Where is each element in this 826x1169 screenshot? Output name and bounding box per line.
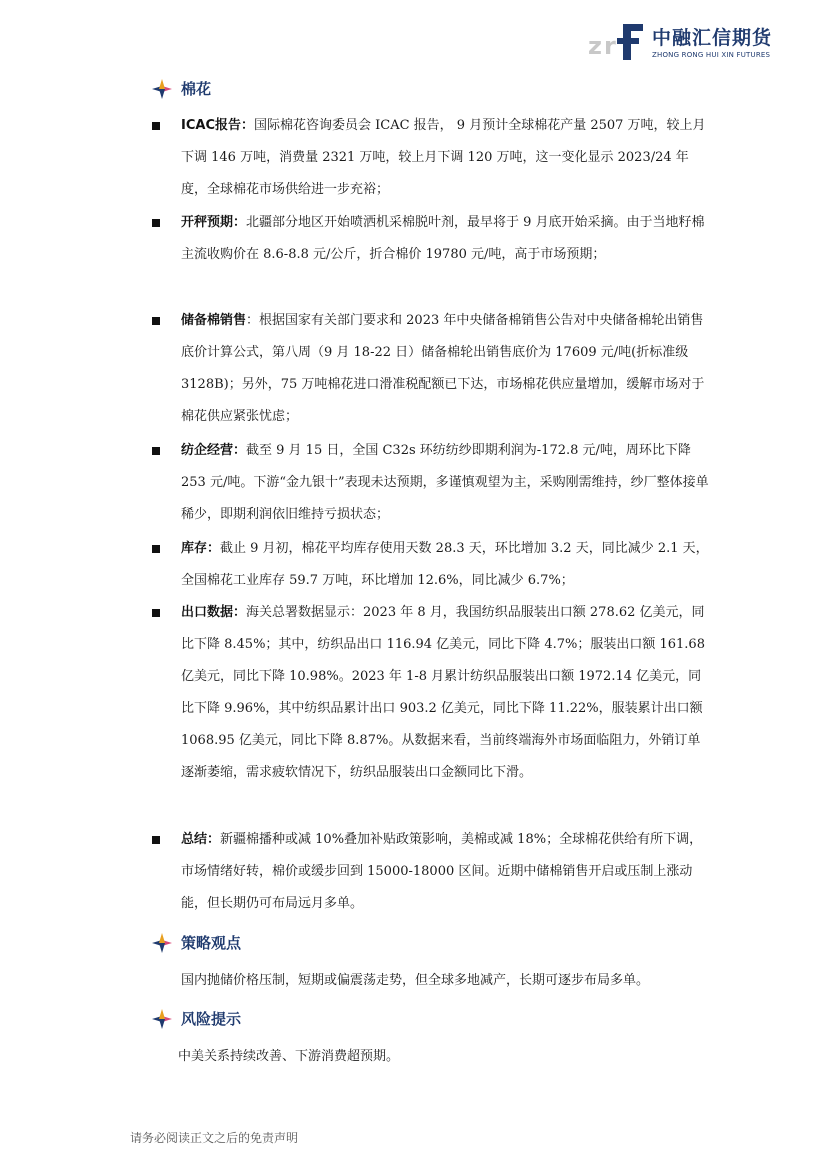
disclaimer-footer: 请务必阅读正文之后的免责声明 xyxy=(130,1131,299,1145)
list-item xyxy=(152,117,710,206)
square-bullet-icon xyxy=(152,122,160,130)
square-bullet-icon xyxy=(152,609,160,617)
item-body: 北疆部分地区开始喷洒机采棉脱叶剂，最早将于 9 月底开始采摘。由于当地籽棉主流收购价在 8.6-8.8 元/公斤，折合棉价 19780 元/吨，高于市场预期； xyxy=(181,215,705,262)
strategy-text: 国内抛储价格压制，短期或偏震荡走势，但全球多地减产，长期可逐步布局多单。 xyxy=(181,973,650,988)
svg-text:z: z xyxy=(588,32,602,60)
item-body: 国际棉花咨询委员会 ICAC 报告， 9 月预计全球棉花产量 2507 万吨，较上月下调 146 万吨，消费量 2321 万吨，较上月下调 120 万吨，这一变化显示 2023/24 年度，全球棉花市场供给进一步充裕； xyxy=(181,118,706,197)
company-logo xyxy=(586,20,786,64)
item-label: 开秤预期： xyxy=(181,215,247,230)
item-label: 储备棉销售 xyxy=(181,313,247,328)
svg-text:r: r xyxy=(604,32,616,60)
item-body: 截止 9 月初，棉花平均库存使用天数 28.3 天，环比增加 3.2 天，同比减少 2.1 天，全国棉花工业库存 59.7 万吨，环比增加 12.6%，同比减少 6.7%； xyxy=(181,541,709,588)
list-item xyxy=(152,214,710,271)
section-bullet-icon xyxy=(152,1009,172,1029)
section-title: 策略观点 xyxy=(181,934,242,952)
item-label: 库存： xyxy=(181,541,221,556)
list-item xyxy=(152,604,710,789)
item-label: 纺企经营： xyxy=(181,443,247,458)
square-bullet-icon xyxy=(152,447,160,455)
section-title: 棉花 xyxy=(181,80,212,98)
item-body: 海关总署数据显示：2023 年 8 月，我国纺织品服装出口额 278.62 亿美元，同比下降 8.45%；其中，纺织品出口 116.94 亿美元，同比下降 4.7%；服装出口额 161.68 亿美元，同比下降 10.98%。2023 年 1-8 月累计纺织品服装出口额 1972.14 亿美元，同比下降 9.96%，其中纺织品累计出口 903.2 亿美元，同比下降 11.22%，服装累计出口额 1068.95 亿美元，同比下降 8.87%。从数据来看，当前终端海外市场面临阻力，外销订单逐渐萎缩，需求疲软情况下，纺织品服装出口金额同比下滑。 xyxy=(181,605,705,780)
square-bullet-icon xyxy=(152,317,160,325)
item-body: 截至 9 月 15 日，全国 C32s 环纺纺纱即期利润为-172.8 元/吨，周环比下降 253 元/吨。下游“金九银十”表现未达预期，多谨慎观望为主，采购刚需维持，纱厂整体接单稀少，即期利润依旧维持亏损状态； xyxy=(181,443,709,522)
logo-english-name: ZHONG RONG HUI XIN FUTURES xyxy=(652,51,771,59)
list-item xyxy=(152,312,710,433)
item-body: 新疆棉播种或减 10%叠加补贴政策影响，美棉或减 18%；全球棉花供给有所下调，市场情绪好转，棉价或缓步回到 15000-18000 区间。近期中储棉销售开启或压制上涨动能，但长期仍可布局远月多单。 xyxy=(181,832,703,911)
item-label: 总结： xyxy=(181,832,221,847)
section-title: 风险提示 xyxy=(181,1010,242,1028)
section-bullet-icon xyxy=(152,79,172,99)
section-bullet-icon xyxy=(152,933,172,953)
list-item xyxy=(152,831,710,920)
square-bullet-icon xyxy=(152,545,160,553)
square-bullet-icon xyxy=(152,836,160,844)
logo-chinese-name: 中融汇信期货 xyxy=(652,27,773,49)
risk-text: 中美关系持续改善、下游消费超预期。 xyxy=(178,1049,400,1064)
list-item xyxy=(152,442,710,531)
list-item xyxy=(152,540,710,597)
square-bullet-icon xyxy=(152,219,160,227)
item-body: ：根据国家有关部门要求和 2023 年中央储备棉销售公告对中央储备棉轮出销售底价计算公式，第八周（9 月 18-22 日）储备棉轮出销售底价为 17609 元/吨(折标准级 3128B)；另外，75 万吨棉花进口滑准税配额已下达，市场棉花供应量增加，缓解市场对于棉花供应紧张忧虑； xyxy=(181,313,705,424)
item-label: 出口数据： xyxy=(181,605,247,620)
item-label: ICAC报告： xyxy=(181,118,254,133)
zrf-logo-icon xyxy=(586,20,650,64)
